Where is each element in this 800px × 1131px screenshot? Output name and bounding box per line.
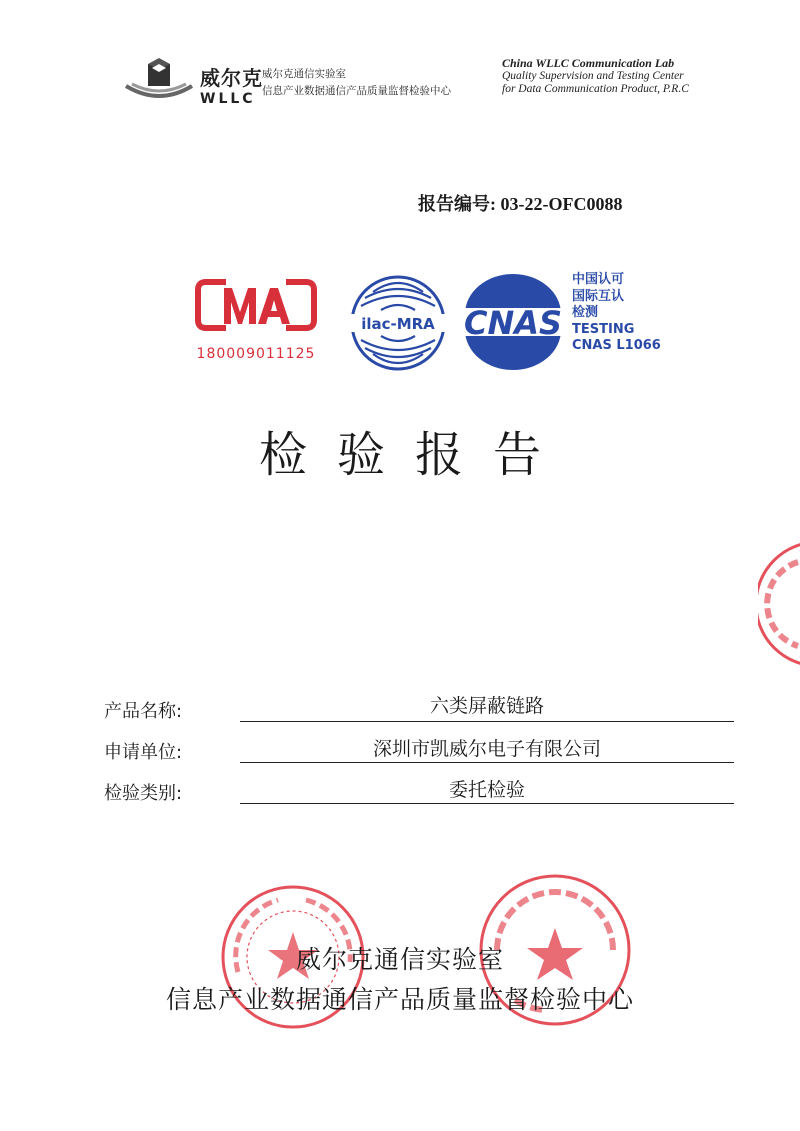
header-en-line1: China WLLC Communication Lab (502, 56, 675, 70)
svg-text:CNAS: CNAS (463, 304, 563, 342)
header-en-line3: for Data Communication Product, P.R.C (502, 83, 689, 95)
footer-lab-name: 威尔克通信实验室 (295, 945, 504, 974)
cnas-cn2: 国际互认 (572, 288, 625, 304)
field-label-applicant: 申请单位: (104, 742, 183, 763)
field-label-product: 产品名称: (104, 701, 183, 722)
field-underline (240, 803, 734, 804)
document-title: 检验报告 (258, 427, 571, 483)
header-english (502, 57, 689, 96)
header-lab-names (262, 66, 451, 100)
footer-center-name: 信息产业数据通信产品质量监督检验中心 (165, 985, 634, 1014)
header-brand (200, 62, 263, 107)
cnas-en1: TESTING (572, 321, 635, 337)
center-name-cn: 信息产业数据通信产品质量监督检验中心 (262, 85, 451, 97)
field-value-product: 六类屏蔽链路 (429, 695, 544, 717)
cma-number: 180009011125 (196, 346, 316, 362)
field-value-applicant: 深圳市凯威尔电子有限公司 (372, 738, 601, 760)
brand-cn: 威尔克 (200, 66, 263, 90)
lab-name-cn: 威尔克通信实验室 (262, 68, 346, 80)
svg-text:ilac-MRA: ilac-MRA (361, 315, 435, 333)
seal-stamp-edge (758, 540, 800, 670)
header-en-line2: Quality Supervision and Testing Center (502, 70, 684, 82)
field-underline (240, 721, 734, 722)
cnas-en2: CNAS L1066 (572, 338, 661, 353)
cnas-cn1: 中国认可 (572, 272, 625, 287)
brand-en: WLLC (200, 91, 256, 107)
report-number: 报告编号: 03-22-OFC0088 (418, 194, 623, 214)
cnas-cn3: 检测 (572, 305, 599, 320)
wllc-logo-icon (122, 56, 196, 102)
cma-logo-icon (192, 270, 320, 366)
cnas-logo-icon (455, 272, 571, 372)
ilac-mra-logo-icon (345, 270, 455, 380)
field-label-category: 检验类别: (104, 783, 183, 804)
cnas-text (572, 272, 661, 355)
field-underline (240, 762, 734, 763)
field-value-category: 委托检验 (448, 779, 525, 801)
